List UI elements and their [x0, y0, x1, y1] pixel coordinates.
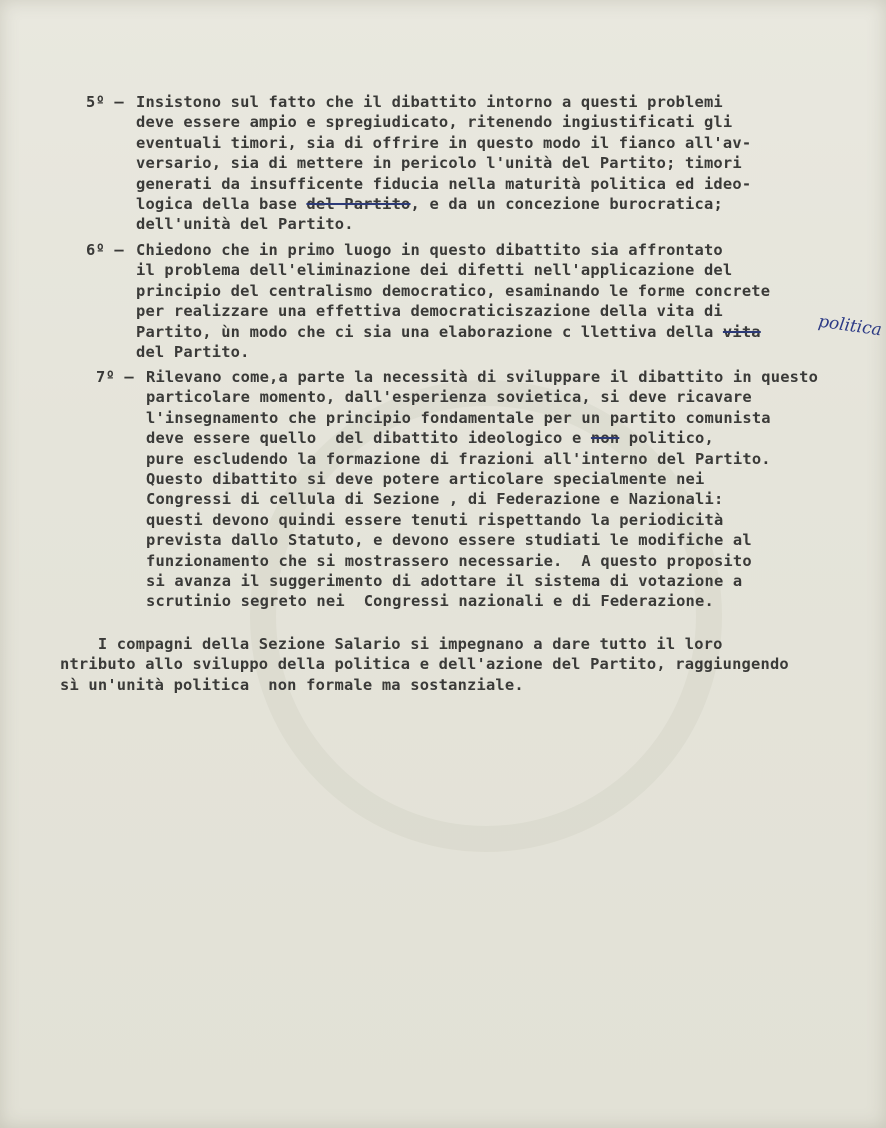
item-5-line: Insistono sul fatto che il dibattito intorno a questi problemi: [136, 93, 723, 111]
closing-paragraph: [60, 634, 789, 695]
item-6-number: 6º –: [86, 241, 124, 259]
item-6-line: per realizzare una effettiva democraticiszazione della vita di: [136, 302, 723, 321]
item-5-line: [136, 194, 866, 214]
item-6-line: Chiedono che in primo luogo in questo dibattito sia affrontato: [136, 241, 723, 259]
item-7-line: Rilevano come,a parte la necessità di sviluppare il dibattito in questo: [146, 368, 819, 386]
item-7: [96, 367, 876, 612]
item-7-line: pure escludendo la formazione di frazioni all'interno del Partito.: [146, 449, 771, 468]
item-7-line: [146, 428, 876, 448]
struck-text: del Partito: [306, 194, 411, 213]
item-7-line-text: deve essere quello del dibattito ideologico e: [146, 429, 582, 448]
item-5-line: deve essere ampio e spregiudicato, ritenendo ingiustificati gli: [136, 113, 733, 132]
item-7-line-text: politico,: [619, 429, 714, 448]
item-7-line: Congressi di cellula di Sezione , di Federazione e Nazionali:: [146, 490, 724, 509]
item-5-line: dell'unità del Partito.: [136, 215, 354, 234]
item-6-line: principio del centralismo democratico, esaminando le forme concrete: [136, 281, 771, 300]
item-5-line: generati da insufficente fiducia nella maturità politica ed ideo-: [136, 174, 752, 193]
item-7-line: si avanza il suggerimento di adottare il sistema di votazione a: [146, 571, 743, 590]
item-6-line: il problema dell'eliminazione dei difetti nell'applicazione del: [136, 261, 733, 280]
item-6-line-text: Partito, ùn modo che ci sia una elaborazione c llettiva della: [136, 322, 714, 341]
item-7-line: scrutinio segreto nei Congressi nazionali e di Federazione.: [146, 592, 714, 611]
item-5-line: eventuali timori, sia di offrire in questo modo il fianco all'av-: [136, 133, 752, 152]
item-5-line: versario, sia di mettere in pericolo l'unità del Partito; timori: [136, 154, 742, 173]
closing-line: I compagni della Sezione Salario si impegnano a dare tutto il loro: [60, 635, 723, 653]
item-5: [86, 92, 866, 235]
item-6-line: del Partito.: [136, 342, 250, 361]
item-7-line: questi devono quindi essere tenuti rispettando la periodicità: [146, 510, 724, 529]
item-6-line: [136, 322, 866, 342]
struck-text: non: [590, 429, 620, 448]
item-5-line-text: , e da un concezione burocratica;: [410, 194, 723, 213]
item-7-line: particolare momento, dall'esperienza sovietica, si deve ricavare: [146, 388, 752, 407]
item-5-number: 5º –: [86, 93, 124, 111]
item-6: [86, 240, 866, 362]
item-7-line: funzionamento che si mostrassero necessarie. A questo proposito: [146, 551, 752, 570]
item-7-number: 7º –: [96, 368, 134, 386]
struck-text: vita: [722, 322, 761, 341]
item-7-line: prevista dallo Statuto, e devono essere studiati le modifiche al: [146, 531, 752, 550]
closing-line: sì un'unità politica non formale ma sostanziale.: [60, 675, 524, 694]
closing-line: ntributo allo sviluppo della politica e dell'azione del Partito, raggiungendo: [60, 655, 789, 674]
item-5-line-text: logica della base: [136, 194, 297, 213]
handwritten-annotation: politica: [816, 311, 884, 341]
item-7-line: Questo dibattito si deve potere articolare specialmente nei: [146, 469, 705, 488]
item-7-line: l'insegnamento che principio fondamentale per un partito comunista: [146, 408, 771, 427]
